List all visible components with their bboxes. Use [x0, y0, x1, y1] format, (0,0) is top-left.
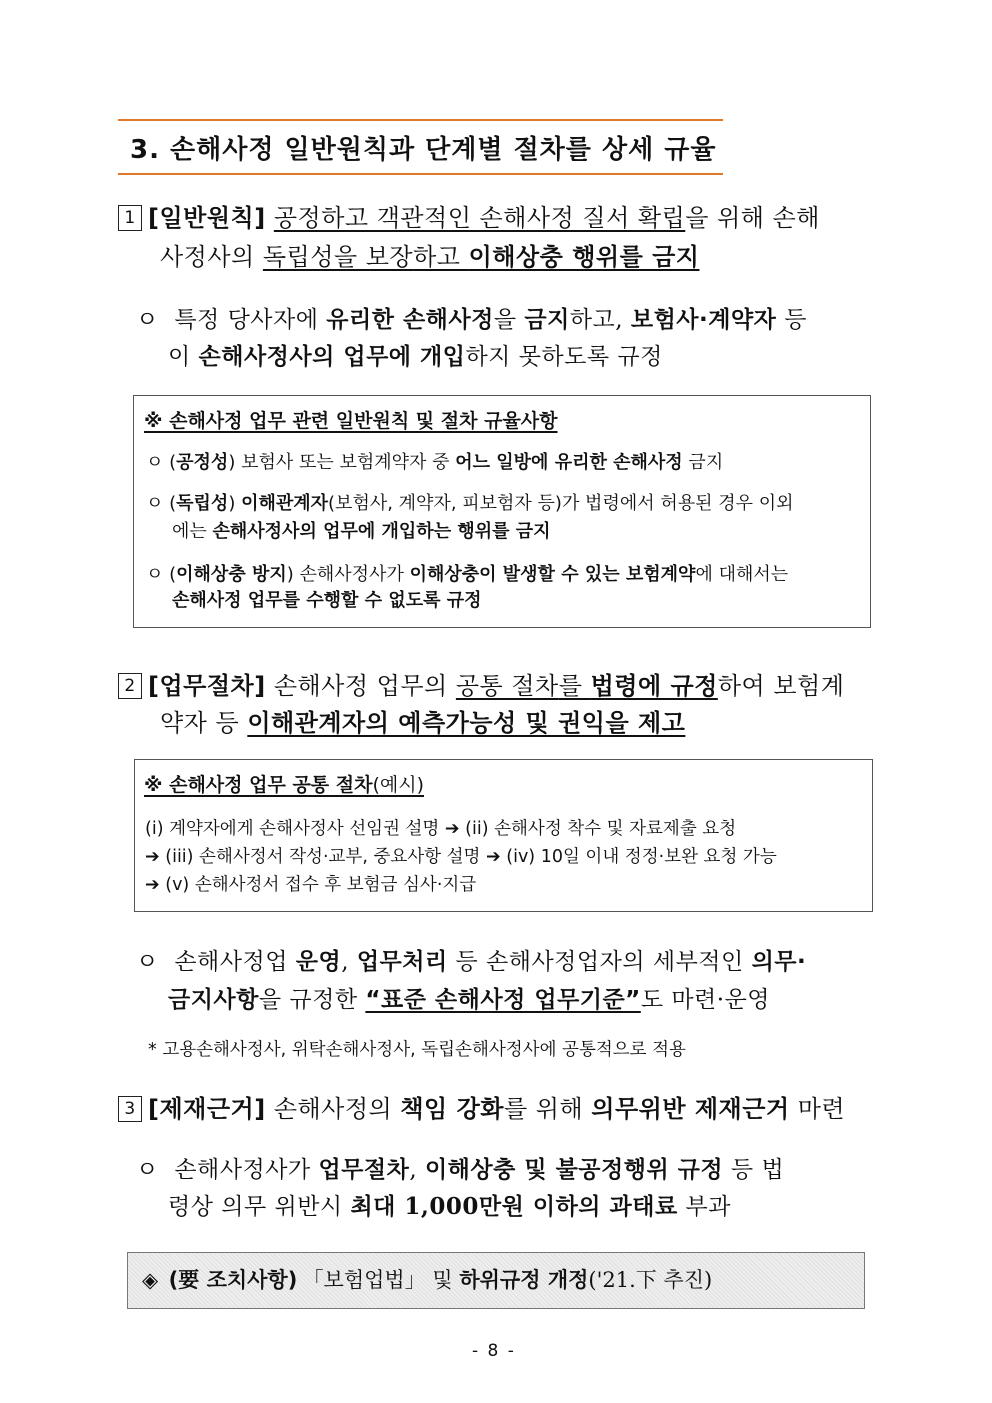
arrow-right-icon: ➔ [444, 819, 460, 839]
item2-footnote: * 고용손해사정사, 위탁손해사정사, 독립손해사정사에 공통적으로 적용 [148, 1040, 686, 1060]
box-r2a: (iii) 손해사정서 작성·교부, 중요사항 설명 [165, 847, 487, 867]
item2-bullet-d: 업무처리 [356, 949, 448, 975]
item1-box-line1: ㅇ (공정성) 보험사 또는 보험계약자 중 어느 일방에 유리한 손해사정 금지 [146, 452, 724, 473]
item3-bullet-a: 손해사정사가 [174, 1157, 319, 1183]
item3-number-box: 3 [118, 1096, 142, 1122]
item2-bullet-e: 등 손해사정업자의 세부적인 [447, 949, 752, 975]
item1-box-line5 [172, 587, 482, 614]
box-l2e: (보험사, 계약자, 피보험자 등)가 법령에서 허용된 경우 이외 [328, 493, 794, 514]
item1-bullet-e: 하고, [569, 307, 631, 333]
item3-bullet-f: 령상 의무 위반시 [168, 1194, 351, 1220]
item2-text-2: 공통 절차 [455, 672, 559, 700]
box-l3d: 이해상충이 발생할 수 있는 보험계약 [409, 564, 696, 585]
item2-box-row1 [145, 816, 736, 843]
action-label: (要 조치사항) [168, 1268, 298, 1292]
box-r2b: (iv) 10일 이내 정정·보완 요청 가능 [506, 847, 777, 867]
item2-box-row2 [145, 844, 777, 871]
item1-number-box: 1 [118, 205, 142, 231]
box-l3b: 이해상충 방지 [176, 564, 287, 585]
page-number: - 8 - [472, 1341, 516, 1361]
item1-text-5: 하고 [413, 243, 469, 271]
bullet-mark: ㅇ [136, 307, 159, 333]
item3-bullet-line1 [136, 1151, 784, 1189]
item3-text-4: 의무위반 제재근거 [591, 1095, 790, 1123]
item3-bullet-c: , [409, 1157, 425, 1183]
item1-heading-line1 [118, 199, 878, 237]
item1-bullet-line1 [136, 301, 881, 339]
action-schedule: ('21.下 추진) [588, 1268, 713, 1292]
box-l3f: 손해사정 업무를 수행할 수 없도록 규정 [172, 590, 482, 611]
box-l2g: 손해사정사의 업무에 개입하는 행위를 금지 [212, 521, 551, 542]
box-l2c: ) [228, 493, 242, 514]
item2-text-7: 이해관계자의 예측가능성 및 권익을 제고 [247, 709, 686, 737]
item1-text-4: 독립성을 보장 [262, 243, 414, 271]
action-regulation: 하위규정 개정 [459, 1268, 589, 1292]
item1-bullet-d: 금지 [524, 307, 570, 333]
item2-box-title-a: ※ 손해사정 업무 공통 절차 [144, 774, 373, 796]
box-l2b: 독립성 [176, 493, 229, 514]
section-title: 3. 손해사정 일반원칙과 단계별 절차를 상세 규율 [130, 135, 717, 165]
action-line [142, 1265, 712, 1295]
item1-text-2: 을 위해 손해 [685, 204, 820, 232]
box-r1b: (ii) 손해사정 착수 및 자료제출 요청 [465, 819, 737, 839]
item3-bullet-h: 부과 [677, 1194, 731, 1220]
title-rule-top [118, 119, 723, 121]
item2-bullet-g: 금지사항 [168, 987, 259, 1013]
item2-box-row3 [145, 872, 476, 899]
action-and: 및 [425, 1268, 460, 1292]
item3-bullet-g: 최대 1,000만원 이하의 과태료 [350, 1193, 678, 1220]
item3-bullet-e: 등 법 [723, 1157, 785, 1183]
item1-tag: [일반원칙] [148, 204, 266, 232]
item1-bullet-h: 이 [168, 344, 199, 370]
item1-heading-line2 [160, 238, 699, 276]
arrow-right-icon: ➔ [145, 875, 160, 895]
box-l2d: 이해관계자 [241, 493, 329, 514]
item2-tag: [업무절차] [148, 672, 266, 700]
item1-text-6: 이해상충 행위를 금지 [468, 243, 700, 271]
item1-bullet-c: 을 [493, 307, 525, 333]
item3-bullet-b: 업무절차 [318, 1157, 410, 1183]
item3-text-1: 손해사정의 [265, 1095, 401, 1123]
box-l1d: 어느 일방에 유리한 손해사정 [455, 452, 683, 473]
item2-bullet-h: 을 규정한 [258, 987, 366, 1013]
item2-bullet-c: , [341, 949, 357, 975]
box-l3e: 에 대해서는 [695, 564, 789, 585]
item2-text-6: 약자 등 [160, 709, 248, 737]
box-l1c: ) 보험사 또는 보험계약자 중 [228, 452, 456, 473]
item2-number-box: 2 [118, 673, 142, 699]
box-l1a: ( [169, 452, 177, 473]
item2-bullet-line1 [136, 943, 806, 981]
item2-bullet-a: 손해사정업 [174, 949, 296, 975]
item1-bullet-a: 특정 당사자에 [174, 307, 327, 333]
item2-bullet-j: 도 마련·운영 [640, 987, 771, 1013]
item1-rules-box [133, 395, 871, 628]
item2-text-3: 를 [558, 672, 591, 700]
item3-heading [118, 1090, 845, 1128]
box-l1b: 공정성 [176, 452, 229, 473]
action-law: 「보험업법」 [302, 1268, 426, 1292]
box-l2f: 에는 [172, 521, 213, 542]
item3-text-5: 마련 [789, 1095, 846, 1123]
item2-bullet-b: 운영 [295, 949, 342, 975]
box-l3c: ) 손해사정사가 [286, 564, 410, 585]
item1-bullet-b: 유리한 손해사정 [326, 307, 494, 333]
box-r3a: (v) 손해사정서 접수 후 보험금 심사·지급 [165, 875, 477, 895]
item1-box-line2: ㅇ (독립성) 이해관계자(보험사, 계약자, 피보험자 등)가 법령에서 허용된 경우 이외 [146, 493, 794, 514]
item3-text-3: 를 위해 [503, 1095, 592, 1123]
item1-bullet-g: 등 [776, 307, 807, 333]
item2-procedure-box [134, 759, 873, 912]
item2-bullet-i: “표준 손해사정 업무기준” [365, 987, 641, 1013]
item1-text-1: 공정하고 객관적인 손해사정 질서 확립 [273, 204, 686, 232]
box-l3a: ( [169, 564, 177, 585]
item1-bullet-line2 [168, 338, 663, 376]
item2-text-5: 하여 보험계 [717, 672, 845, 700]
item1-box-line3 [172, 518, 551, 545]
item1-bullet-f: 보험사·계약자 [630, 307, 777, 333]
box-l1e: 금지 [682, 452, 724, 473]
item2-bullet-f: 의무· [751, 949, 807, 975]
action-box [127, 1252, 865, 1309]
item3-bullet-d: 이해상충 및 불공정행위 규정 [424, 1157, 724, 1183]
diamond-icon: ◈ [142, 1268, 159, 1292]
item2-heading-line2 [160, 704, 685, 742]
box-r1a: (i) 계약자에게 손해사정사 선임권 설명 [145, 819, 445, 839]
item2-box-title-b: (예시) [372, 774, 425, 796]
item3-bullet-line2 [168, 1188, 731, 1226]
item1-box-line4: ㅇ (이해상충 방지) 손해사정사가 이해상충이 발생할 수 있는 보험계약에 대해서는 [146, 564, 789, 585]
item2-text-1: 손해사정 업무의 [265, 672, 456, 700]
bullet-mark: ㅇ [136, 1157, 159, 1183]
item2-heading-line1 [118, 667, 844, 705]
item3-text-2: 책임 강화 [400, 1095, 504, 1123]
item1-bullet-i: 손해사정사의 업무에 개입 [198, 344, 466, 370]
arrow-right-icon: ➔ [145, 847, 160, 867]
item1-box-title [144, 408, 558, 434]
item2-text-4: 법령에 규정 [590, 672, 718, 700]
item1-text-3: 사정사의 [160, 243, 263, 271]
box-l2a: ( [169, 493, 177, 514]
title-rule-bottom [118, 173, 723, 175]
item2-box-title [144, 772, 424, 798]
item1-box-title-text: ※ 손해사정 업무 관련 일반원칙 및 절차 규율사항 [144, 410, 558, 432]
item3-tag: [제재근거] [148, 1095, 266, 1123]
bullet-mark: ㅇ [136, 949, 159, 975]
item2-bullet-line2 [168, 981, 770, 1019]
arrow-right-icon: ➔ [486, 847, 501, 867]
item1-bullet-j: 하지 못하도록 규정 [465, 344, 663, 370]
